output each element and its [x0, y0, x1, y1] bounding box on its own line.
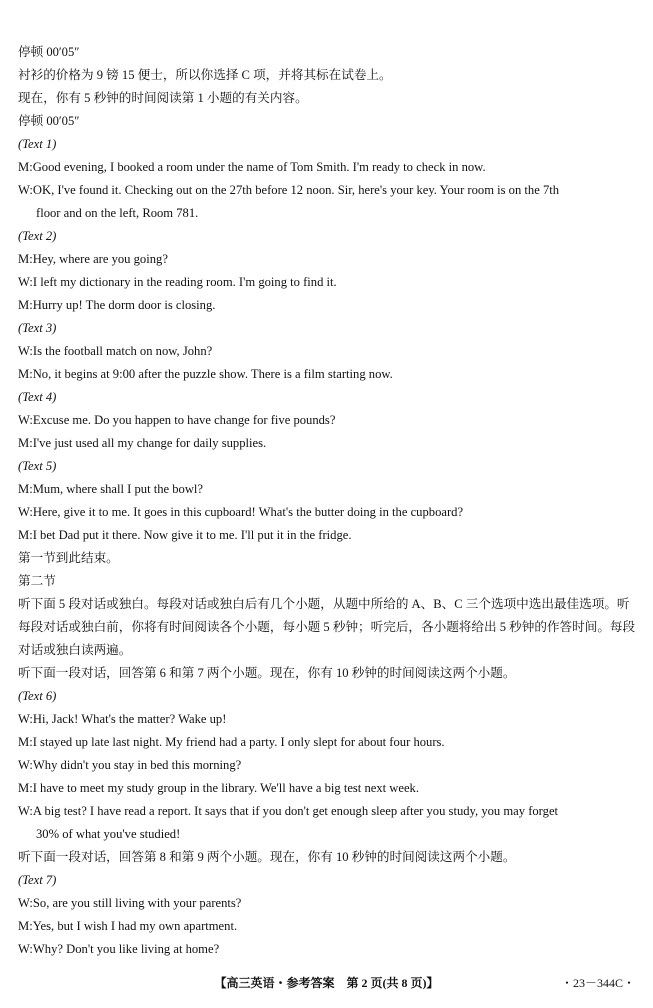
text-heading: (Text 6) — [18, 689, 57, 703]
dialogue-line: M:No, it begins at 9:00 after the puzzle show. There is a film starting now. — [18, 367, 393, 381]
instruction-line: 听下面一段对话，回答第 8 和第 9 两个小题。现在，你有 10 秒钟的时间阅读这两个小题。 — [18, 850, 516, 864]
footer-code: ・23－344C・ — [560, 976, 635, 990]
dialogue-line: W:Hi, Jack! What's the matter? Wake up! — [18, 712, 227, 726]
dialogue-line: W:Why? Don't you like living at home? — [18, 942, 220, 956]
text-line: 现在，你有 5 秒钟的时间阅读第 1 小题的有关内容。 — [18, 91, 308, 105]
text-heading: (Text 7) — [18, 873, 57, 887]
dialogue-line: W:So, are you still living with your parents? — [18, 896, 242, 910]
dialogue-line: W:Is the football match on now, John? — [18, 344, 213, 358]
dialogue-line: M:I bet Dad put it there. Now give it to me. I'll put it in the fridge. — [18, 528, 352, 542]
text-line: 第一节到此结束。 — [18, 551, 119, 565]
dialogue-line: W:Here, give it to me. It goes in this cupboard! What's the butter doing in the cupboard? — [18, 505, 464, 519]
dialogue-line: M:I stayed up late last night. My friend had a party. I only slept for about four hours. — [18, 735, 445, 749]
dialogue-line: M:Mum, where shall I put the bowl? — [18, 482, 204, 496]
pause-line: 停顿 00′05″ — [18, 45, 80, 59]
dialogue-line: M:Good evening, I booked a room under the name of Tom Smith. I'm ready to check in now. — [18, 160, 486, 174]
footer-page-info: 【高三英语・参考答案 第 2 页(共 8 页)】 — [214, 976, 439, 990]
text-heading: (Text 4) — [18, 390, 57, 404]
dialogue-line-continued: 30% of what you've studied! — [36, 827, 181, 841]
pause-line: 停顿 00′05″ — [18, 114, 80, 128]
dialogue-line: W:A big test? I have read a report. It says that if you don't get enough sleep after you study, you may forget — [18, 804, 559, 818]
dialogue-line-continued: floor and on the left, Room 781. — [36, 206, 199, 220]
instruction-line: 每段对话或独白前，你将有时间阅读各个小题，每小题 5 秒钟；听完后，各小题将给出 5 秒钟的作答时间。每段 — [18, 620, 636, 634]
text-heading: (Text 1) — [18, 137, 57, 151]
instruction-line: 听下面 5 段对话或独白。每段对话或独白后有几个小题，从题中所给的 A、B、C 三个选项中选出最佳选项。听 — [18, 597, 630, 611]
instruction-line: 听下面一段对话，回答第 6 和第 7 两个小题。现在，你有 10 秒钟的时间阅读这两个小题。 — [18, 666, 516, 680]
instruction-line: 对话或独白读两遍。 — [18, 643, 132, 657]
dialogue-line: W:Why didn't you stay in bed this morning? — [18, 758, 242, 772]
dialogue-line: W:OK, I've found it. Checking out on the 27th before 12 noon. Sir, here's your key. Your room is on the 7th — [18, 183, 560, 197]
page-footer — [0, 974, 653, 994]
dialogue-line: M:Yes, but I wish I had my own apartment. — [18, 919, 238, 933]
dialogue-line: M:Hurry up! The dorm door is closing. — [18, 298, 216, 312]
dialogue-line: M:I have to meet my study group in the library. We'll have a big test next week. — [18, 781, 420, 795]
dialogue-line: W:Excuse me. Do you happen to have change for five pounds? — [18, 413, 336, 427]
dialogue-line: M:I've just used all my change for daily supplies. — [18, 436, 267, 450]
text-heading: (Text 5) — [18, 459, 57, 473]
dialogue-line: M:Hey, where are you going? — [18, 252, 168, 266]
text-heading: (Text 3) — [18, 321, 57, 335]
dialogue-line: W:I left my dictionary in the reading room. I'm going to find it. — [18, 275, 337, 289]
text-line: 衬衫的价格为 9 镑 15 便士，所以你选择 C 项，并将其标在试卷上。 — [18, 68, 392, 82]
text-heading: (Text 2) — [18, 229, 57, 243]
section-heading: 第二节 — [18, 574, 56, 588]
